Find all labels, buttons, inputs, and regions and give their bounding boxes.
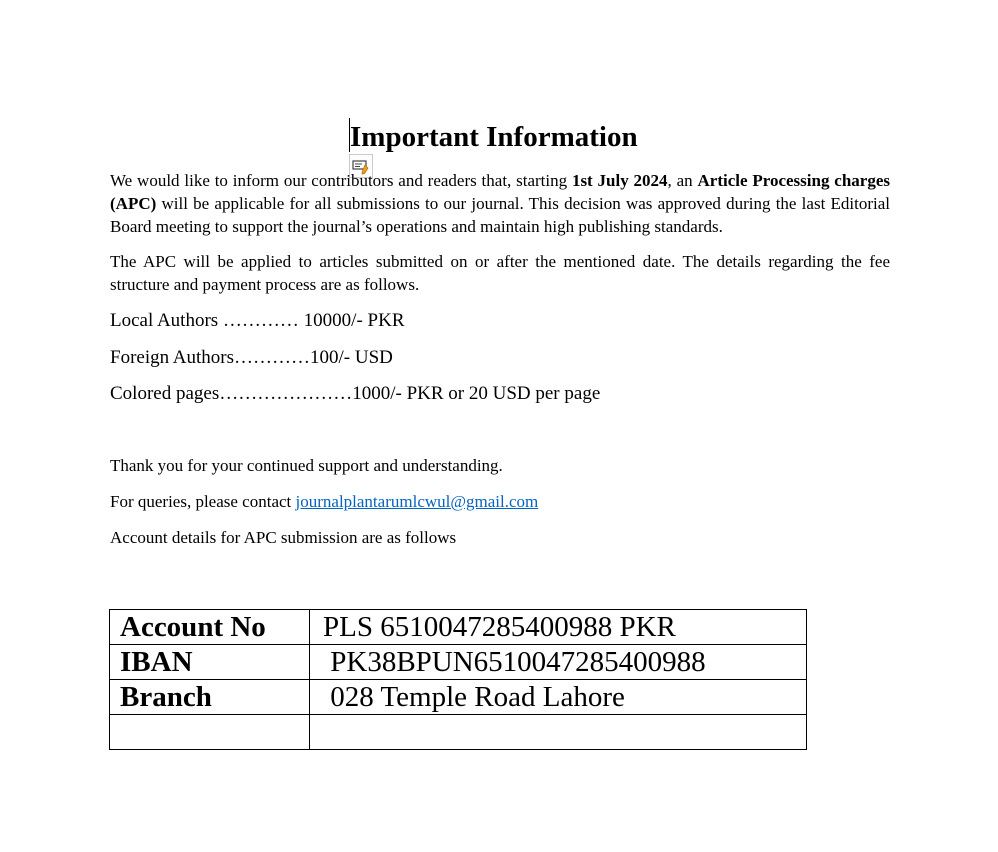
fee-local-authors: Local Authors ………… 10000/- PKR xyxy=(110,310,405,331)
account-intro: Account details for APC submission are as follows xyxy=(110,528,457,547)
iban-value: PK38BPUN6510047285400988 xyxy=(310,645,807,680)
empty-cell xyxy=(110,715,310,750)
account-no-value: PLS 6510047285400988 PKR xyxy=(310,610,807,645)
empty-cell xyxy=(310,715,807,750)
iban-label: IBAN xyxy=(110,645,310,680)
page-title: Important Information xyxy=(350,121,638,153)
fee-intro-paragraph: The APC will be applied to articles submitted on or after the mentioned date. The details regarding the fee structure and payment process are as follows. xyxy=(110,252,890,294)
table-row xyxy=(110,680,807,715)
fee-foreign-authors: Foreign Authors…………100/- USD xyxy=(110,347,393,368)
paragraph-text: We would like to inform our contributors and readers that, starting xyxy=(110,171,572,190)
paragraph-text: will be applicable for all submissions to our journal. This decision was approved during the last Editorial Board meeting to support the journal’s operations and maintain high publishing standards. xyxy=(110,194,890,236)
table-row xyxy=(110,610,807,645)
table-row xyxy=(110,715,807,750)
paragraph-text: , an xyxy=(667,171,698,190)
table-row xyxy=(110,645,807,680)
contact-email-link[interactable]: journalplantarumlcwul@gmail.com xyxy=(295,492,539,511)
apc-term: Article Processing charges (APC) xyxy=(110,171,890,213)
contact-line xyxy=(110,490,538,513)
branch-value: 028 Temple Road Lahore xyxy=(310,680,807,715)
start-date: 1st July 2024 xyxy=(571,171,668,190)
announcement-paragraph xyxy=(110,169,890,238)
contact-prefix: For queries, please contact xyxy=(110,492,296,511)
thanks-line: Thank you for your continued support and understanding. xyxy=(110,456,503,475)
branch-label: Branch xyxy=(110,680,310,715)
account-no-label: Account No xyxy=(110,610,310,645)
account-details-table xyxy=(109,609,807,750)
fee-colored-pages: Colored pages…………………1000/- PKR or 20 USD per page xyxy=(110,383,601,404)
